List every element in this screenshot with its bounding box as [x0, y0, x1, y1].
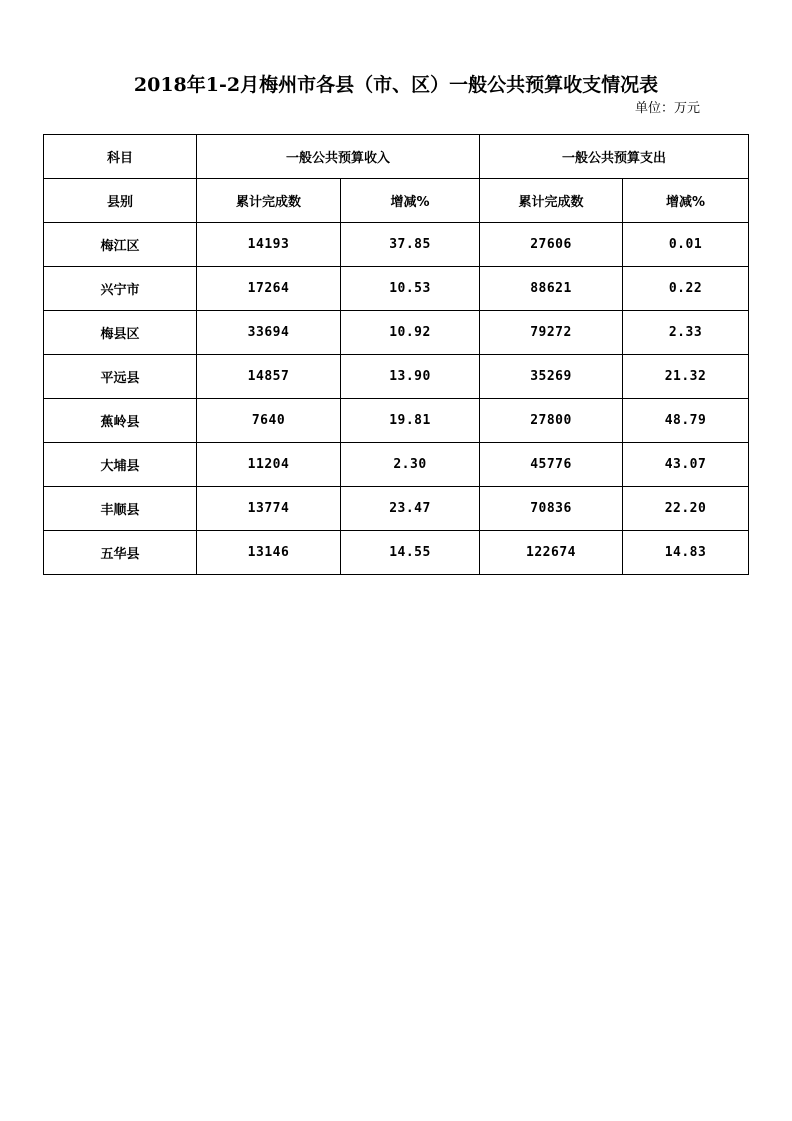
expense-change-cell: 22.20 — [623, 487, 749, 531]
expense-change-cell: 21.32 — [623, 355, 749, 399]
expense-total-cell: 70836 — [480, 487, 623, 531]
income-total-cell: 13146 — [197, 531, 341, 575]
county-name: 平远县 — [44, 355, 197, 399]
county-name: 大埔县 — [44, 443, 197, 487]
income-change-cell: 19.81 — [341, 399, 480, 443]
county-name: 兴宁市 — [44, 267, 197, 311]
county-name: 蕉岭县 — [44, 399, 197, 443]
header-row-columns — [44, 179, 749, 223]
header-income-total: 累计完成数 — [197, 179, 341, 223]
expense-total-cell: 88621 — [480, 267, 623, 311]
header-expense-group: 一般公共预算支出 — [480, 135, 749, 179]
income-total-cell: 11204 — [197, 443, 341, 487]
expense-total-cell: 35269 — [480, 355, 623, 399]
county-name: 五华县 — [44, 531, 197, 575]
income-change-cell: 37.85 — [341, 223, 480, 267]
expense-total-cell: 45776 — [480, 443, 623, 487]
income-change-cell: 13.90 — [341, 355, 480, 399]
table-row — [44, 487, 749, 531]
header-county: 县别 — [44, 179, 197, 223]
header-row-groups — [44, 135, 749, 179]
expense-change-cell: 0.01 — [623, 223, 749, 267]
header-subject: 科目 — [44, 135, 197, 179]
income-total-cell: 14193 — [197, 223, 341, 267]
income-total-cell: 13774 — [197, 487, 341, 531]
expense-total-cell: 79272 — [480, 311, 623, 355]
county-name: 梅县区 — [44, 311, 197, 355]
header-expense-total: 累计完成数 — [480, 179, 623, 223]
income-change-cell: 14.55 — [341, 531, 480, 575]
income-total-cell: 7640 — [197, 399, 341, 443]
income-change-cell: 10.92 — [341, 311, 480, 355]
expense-change-cell: 14.83 — [623, 531, 749, 575]
table-row — [44, 399, 749, 443]
table-row — [44, 311, 749, 355]
county-name: 丰顺县 — [44, 487, 197, 531]
table-row — [44, 267, 749, 311]
expense-total-cell: 27800 — [480, 399, 623, 443]
income-total-cell: 33694 — [197, 311, 341, 355]
budget-table — [43, 134, 749, 575]
unit-label: 单位：万元 — [634, 101, 700, 116]
income-change-cell: 2.30 — [341, 443, 480, 487]
page-title: 2018年1-2月梅州市各县（市、区）一般公共预算收支情况表 — [133, 74, 659, 96]
header-income-group: 一般公共预算收入 — [197, 135, 480, 179]
expense-change-cell: 2.33 — [623, 311, 749, 355]
income-total-cell: 17264 — [197, 267, 341, 311]
header-expense-change: 增减% — [623, 179, 749, 223]
income-change-cell: 10.53 — [341, 267, 480, 311]
table-row — [44, 531, 749, 575]
expense-total-cell: 122674 — [480, 531, 623, 575]
expense-total-cell: 27606 — [480, 223, 623, 267]
table-row — [44, 223, 749, 267]
expense-change-cell: 0.22 — [623, 267, 749, 311]
income-change-cell: 23.47 — [341, 487, 480, 531]
table-row — [44, 355, 749, 399]
income-total-cell: 14857 — [197, 355, 341, 399]
county-name: 梅江区 — [44, 223, 197, 267]
header-income-change: 增减% — [341, 179, 480, 223]
expense-change-cell: 48.79 — [623, 399, 749, 443]
table-row — [44, 443, 749, 487]
expense-change-cell: 43.07 — [623, 443, 749, 487]
